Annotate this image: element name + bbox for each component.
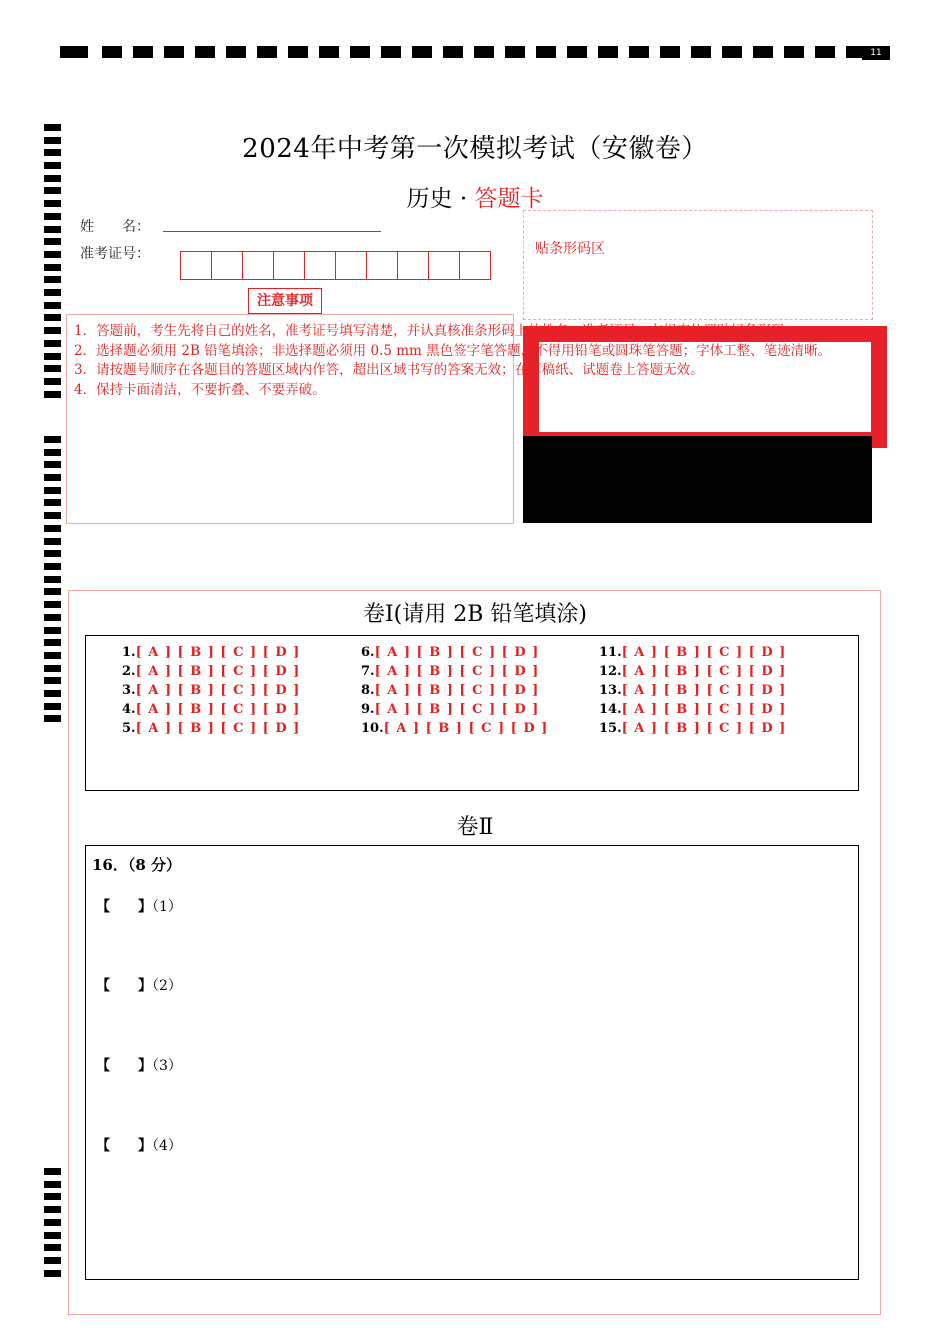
- mc-row[interactable]: 9.[ A ] [ B ] [ C ] [ D ]: [361, 702, 540, 717]
- timing-mark: [598, 46, 618, 58]
- name-label: 姓 名：: [80, 219, 150, 235]
- timing-mark: [381, 46, 401, 58]
- notice-item: 2．选择题必须用 2B 铅笔填涂；非选择题必须用 0.5 mm 黑色签字笔答题，不得用铅笔或圆珠笔答题；字体工整、笔迹清晰。: [74, 342, 832, 359]
- timing-mark: [60, 46, 88, 58]
- name-field[interactable]: [163, 231, 381, 232]
- notice-text: [74, 322, 950, 400]
- timing-mark: [44, 525, 61, 532]
- timing-mark: [44, 715, 61, 722]
- question-16-heading: 16．（8 分）: [92, 856, 182, 874]
- timing-mark: [567, 46, 587, 58]
- timing-mark: [44, 213, 61, 220]
- top-timing-strip: [60, 46, 890, 60]
- timing-mark: [44, 690, 61, 697]
- timing-mark: [443, 46, 463, 58]
- timing-mark: [44, 365, 61, 372]
- mc-column-1: [122, 643, 300, 738]
- exam-id-cell[interactable]: [181, 252, 212, 279]
- barcode-area[interactable]: [523, 210, 873, 320]
- timing-mark: [44, 264, 61, 271]
- timing-mark: [164, 46, 184, 58]
- timing-mark: [44, 302, 61, 309]
- timing-mark: [44, 461, 61, 468]
- timing-mark: [44, 1257, 61, 1264]
- exam-id-cell[interactable]: [212, 252, 243, 279]
- timing-mark: [44, 1181, 61, 1188]
- subpart-1: 【 】（1）: [96, 899, 182, 915]
- timing-mark: [44, 1244, 61, 1251]
- mc-row[interactable]: 14.[ A ] [ B ] [ C ] [ D ]: [599, 702, 787, 717]
- timing-mark: [44, 1193, 61, 1200]
- timing-mark: [44, 550, 61, 557]
- subpart-2: 【 】（2）: [96, 978, 182, 994]
- section1-title: 卷Ⅰ(请用 2B 铅笔填涂): [362, 602, 587, 627]
- timing-mark: [44, 499, 61, 506]
- timing-mark: [44, 251, 61, 258]
- timing-mark: [195, 46, 215, 58]
- card-subtitle: [0, 180, 950, 213]
- timing-mark: [815, 46, 835, 58]
- timing-mark: [474, 46, 494, 58]
- timing-mark: [288, 46, 308, 58]
- exam-title: 2024年中考第一次模拟考试（安徽卷）: [242, 134, 708, 164]
- essay-answer-box[interactable]: [85, 845, 859, 1280]
- notice-title: 注意事项: [248, 288, 322, 314]
- redacted-block: [523, 436, 872, 523]
- timing-mark: [44, 327, 61, 334]
- timing-mark: [350, 46, 370, 58]
- timing-mark: [536, 46, 556, 58]
- timing-mark: [44, 1270, 61, 1277]
- timing-mark: [44, 378, 61, 385]
- timing-mark: [691, 46, 711, 58]
- timing-mark: [44, 1206, 61, 1213]
- exam-id-cell[interactable]: [274, 252, 305, 279]
- timing-mark: [44, 314, 61, 321]
- mc-column-2: [361, 643, 548, 738]
- timing-mark: [44, 474, 61, 481]
- notice-item: 4．保持卡面清洁，不要折叠、不要弄破。: [74, 381, 326, 398]
- exam-id-cell[interactable]: [398, 252, 429, 279]
- timing-mark: [412, 46, 432, 58]
- mc-row[interactable]: 4.[ A ] [ B ] [ C ] [ D ]: [122, 702, 301, 717]
- timing-mark: [44, 353, 61, 360]
- subject-label: 历史 ·: [406, 186, 475, 212]
- timing-mark: [44, 652, 61, 659]
- answer-card-label: 答题卡: [474, 186, 544, 212]
- mc-row[interactable]: 1.[ A ] [ B ] [ C ] [ D ]: [122, 645, 301, 660]
- exam-id-grid[interactable]: [180, 251, 491, 280]
- exam-id-cell[interactable]: [429, 252, 460, 279]
- timing-mark: [44, 1219, 61, 1226]
- mc-row[interactable]: 10.[ A ] [ B ] [ C ] [ D ]: [361, 721, 549, 736]
- timing-mark: [44, 677, 61, 684]
- timing-mark: [44, 512, 61, 519]
- timing-mark: [44, 487, 61, 494]
- mc-row[interactable]: 12.[ A ] [ B ] [ C ] [ D ]: [599, 664, 787, 679]
- timing-mark: [44, 276, 61, 283]
- timing-mark: [44, 665, 61, 672]
- subpart-3: 【 】（3）: [96, 1058, 182, 1074]
- mc-row[interactable]: 11.[ A ] [ B ] [ C ] [ D ]: [599, 645, 787, 660]
- timing-mark: [660, 46, 680, 58]
- timing-mark: [629, 46, 649, 58]
- timing-mark: [44, 1168, 61, 1175]
- exam-id-cell[interactable]: [305, 252, 336, 279]
- exam-id-cell[interactable]: [243, 252, 274, 279]
- barcode-label: 贴条形码区: [535, 241, 605, 257]
- notice-item: 1．答题前，考生先将自己的姓名，准考证号填写清楚，并认真核准条形码上的姓名、准考证号，在规定位置贴好条形码。: [74, 323, 799, 339]
- notice-item: 3．请按题号顺序在各题目的答题区域内作答，超出区域书写的答案无效；在草稿纸、试题卷上答题无效。: [74, 362, 704, 378]
- timing-mark: [784, 46, 804, 58]
- mc-row[interactable]: 3.[ A ] [ B ] [ C ] [ D ]: [122, 683, 301, 698]
- timing-mark: [44, 238, 61, 245]
- timing-mark: [44, 340, 61, 347]
- timing-mark: [505, 46, 525, 58]
- timing-mark: [44, 391, 61, 398]
- timing-mark: [44, 436, 61, 443]
- timing-mark: [133, 46, 153, 58]
- timing-mark: [722, 46, 742, 58]
- exam-id-cell[interactable]: [460, 252, 490, 279]
- timing-mark: [44, 449, 61, 456]
- mc-row[interactable]: 5.[ A ] [ B ] [ C ] [ D ]: [122, 721, 301, 736]
- mc-row[interactable]: 13.[ A ] [ B ] [ C ] [ D ]: [599, 683, 787, 698]
- timing-mark: [44, 538, 61, 545]
- timing-mark: [753, 46, 773, 58]
- subpart-4: 【 】（4）: [96, 1138, 182, 1154]
- mc-column-3: [599, 643, 786, 738]
- timing-mark: [44, 563, 61, 570]
- exam-id-label: 准考证号：: [80, 246, 150, 262]
- timing-mark: [44, 627, 61, 634]
- mc-row[interactable]: 8.[ A ] [ B ] [ C ] [ D ]: [361, 683, 540, 698]
- timing-mark: [44, 289, 61, 296]
- exam-id-cell[interactable]: [367, 252, 398, 279]
- timing-mark: [257, 46, 277, 58]
- timing-mark: [44, 576, 61, 583]
- mc-row[interactable]: 7.[ A ] [ B ] [ C ] [ D ]: [361, 664, 540, 679]
- timing-mark: [319, 46, 339, 58]
- timing-mark: [44, 226, 61, 233]
- timing-mark: [102, 46, 122, 58]
- mc-row[interactable]: 6.[ A ] [ B ] [ C ] [ D ]: [361, 645, 540, 660]
- timing-mark: [226, 46, 246, 58]
- mc-row[interactable]: 2.[ A ] [ B ] [ C ] [ D ]: [122, 664, 301, 679]
- timing-mark: [44, 588, 61, 595]
- exam-id-cell[interactable]: [336, 252, 367, 279]
- timing-mark: [44, 639, 61, 646]
- mc-row[interactable]: 15.[ A ] [ B ] [ C ] [ D ]: [599, 721, 787, 736]
- timing-mark: [44, 1232, 61, 1239]
- timing-mark: [44, 703, 61, 710]
- page-number-mark: 11: [862, 46, 890, 60]
- section2-title: 卷Ⅱ: [456, 815, 494, 840]
